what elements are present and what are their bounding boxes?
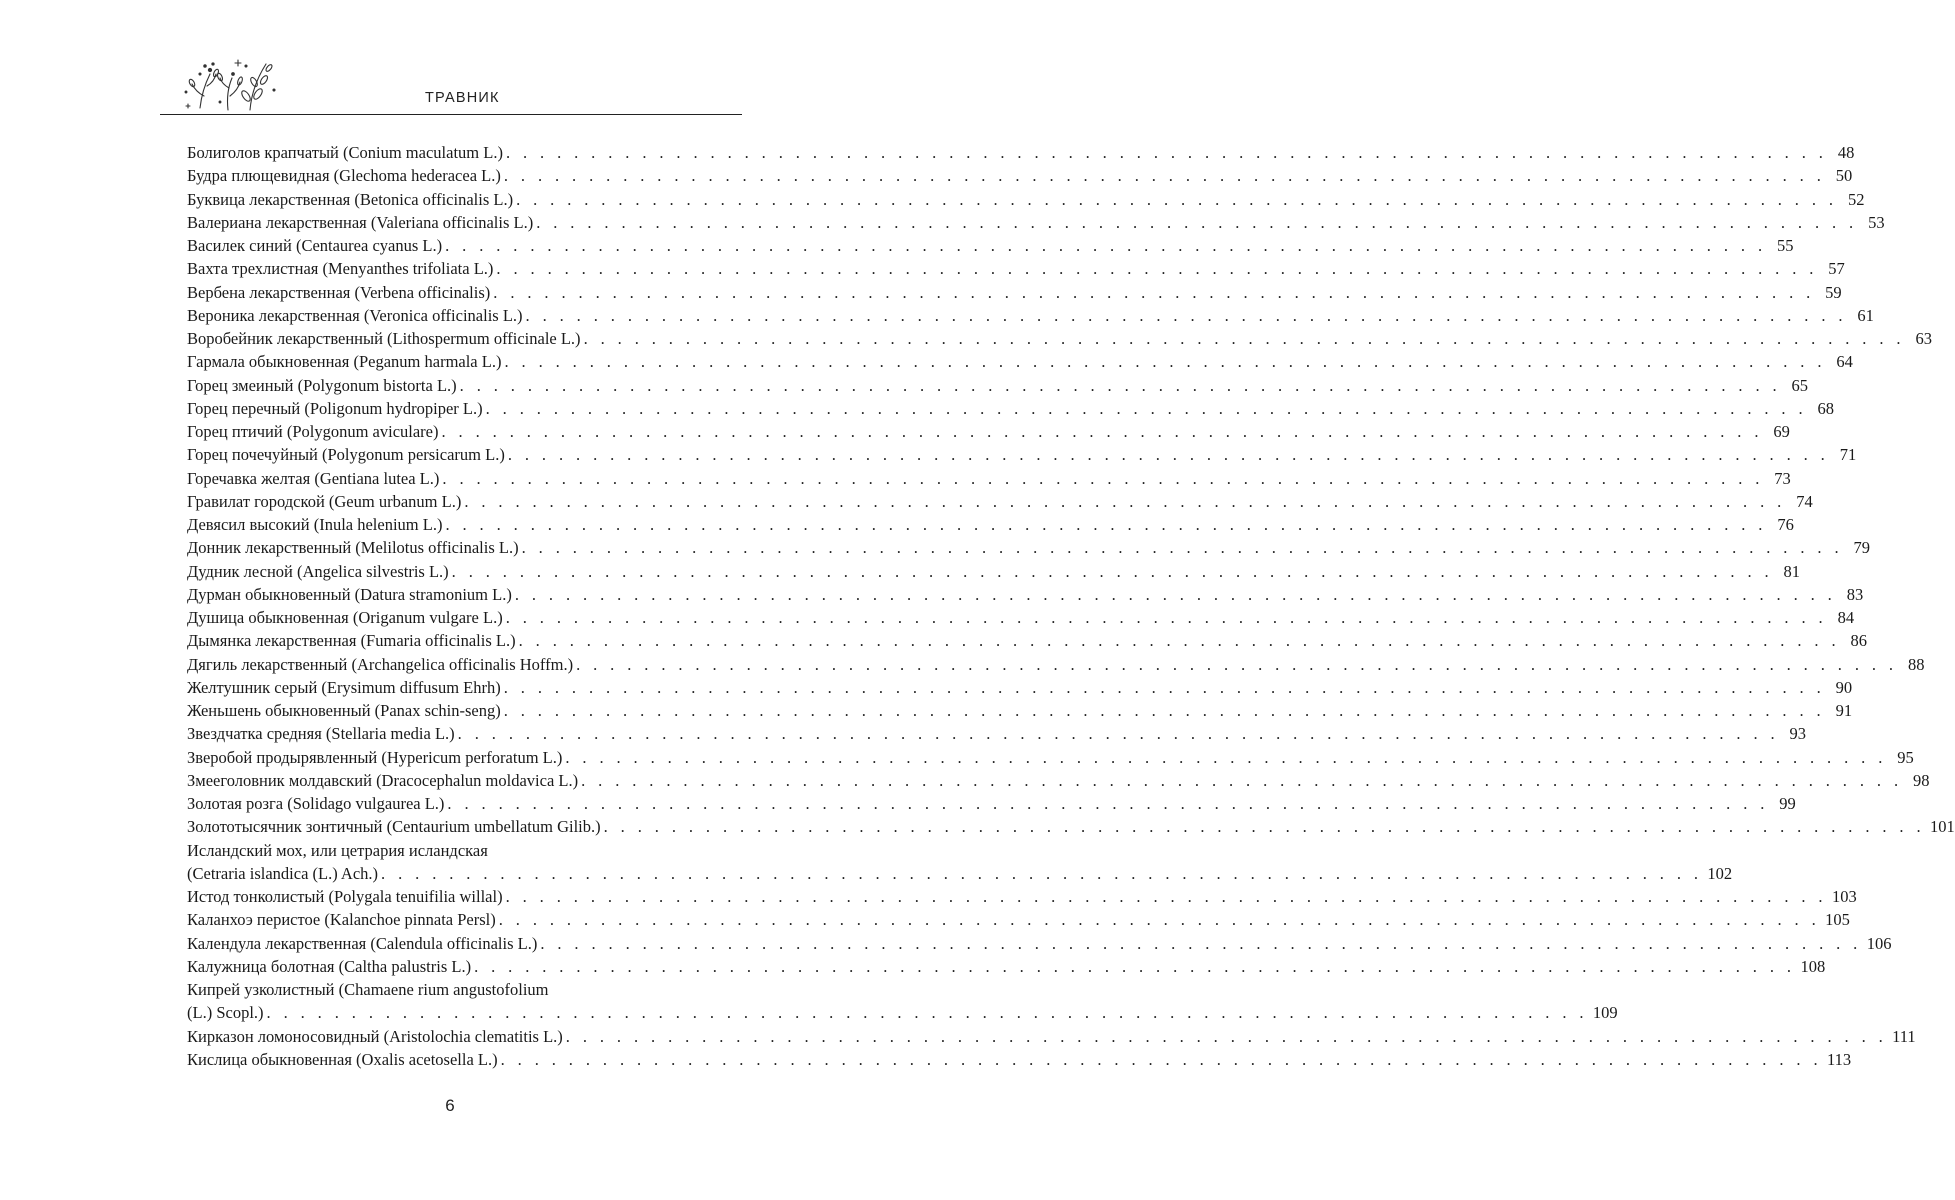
toc-page-number: 63: [1915, 329, 1932, 348]
toc-entry-title: Гравилат городской (Geum urbanum L.): [187, 491, 462, 511]
toc-page-number: 61: [1857, 305, 1874, 325]
toc-entry: [187, 141, 1855, 164]
toc-entry: [187, 257, 1845, 280]
toc-page-number: 109: [1592, 1003, 1618, 1023]
toc-entry: [187, 653, 1925, 676]
toc-page-number: 113: [1826, 1049, 1852, 1069]
toc-page-number: 57: [1828, 259, 1845, 279]
toc-entry: [187, 304, 1874, 327]
toc-entry-title: Горец перечный (Poligonum hydropiper L.): [187, 398, 483, 418]
toc-page-number: 65: [1791, 375, 1809, 395]
toc-page-number: 103: [1831, 887, 1857, 906]
page-number: 6: [445, 1096, 455, 1115]
toc-entry-title: Вахта трехлистная (Menyanthes trifoliata L.): [187, 259, 494, 279]
toc-dot-leader: . . . . . . . . . . . . . . . . . . . . . . . . . . . . . . . . . . . . . . . . . . . . . . . . . . . . . . . . . . . . . . . . . . . . . . . . . . . . . .: [507, 445, 1830, 465]
toc-page-number: 101: [1930, 817, 1955, 837]
toc-dot-leader: . . . . . . . . . . . . . . . . . . . . . . . . . . . . . . . . . . . . . . . . . . . . . . . . . . . . . . . . . . . . . . . . . . . . . . . . . . . . . .: [503, 166, 1826, 186]
toc-dot-leader: . . . . . . . . . . . . . . . . . . . . . . . . . . . . . . . . . . . . . . . . . . . . . . . . . . . . . . . . . . . . . . . . . . . . . . . . . . . . . .: [381, 863, 1703, 883]
toc-entry-title: Горец почечуйный (Polygonum persicarum L.): [187, 445, 505, 465]
toc-page-number: 86: [1850, 631, 1867, 651]
toc-entry: [187, 1025, 1916, 1048]
toc-page-number: 50: [1835, 166, 1853, 186]
toc-entry-title: Истод тонколистый (Polygala tenuifilia willal): [187, 887, 503, 906]
toc-entry-title: Женьшень обыкновенный (Panax schin-seng): [187, 701, 501, 720]
toc-dot-leader: . . . . . . . . . . . . . . . . . . . . . . . . . . . . . . . . . . . . . . . . . . . . . . . . . . . . . . . . . . . . . . . . . . . . . . . . . . . . . .: [442, 468, 1764, 488]
toc-entry-title: Горечавка желтая (Gentiana lutea L.): [187, 468, 440, 488]
toc-dot-leader: . . . . . . . . . . . . . . . . . . . . . . . . . . . . . . . . . . . . . . . . . . . . . . . . . . . . . . . . . . . . . . . . . . . . . . . . . . . . . .: [565, 747, 1887, 767]
toc-dot-leader: . . . . . . . . . . . . . . . . . . . . . . . . . . . . . . . . . . . . . . . . . . . . . . . . . . . . . . . . . . . . . . . . . . . . . . . . . . . . . .: [514, 584, 1837, 604]
toc-page-number: 55: [1776, 236, 1794, 255]
toc-entry-title: Дурман обыкновенный (Datura stramonium L.): [187, 584, 512, 604]
toc-page-number: 108: [1800, 956, 1826, 976]
toc-entry: [187, 978, 755, 1001]
toc-entry: [187, 536, 1870, 559]
toc-dot-leader: . . . . . . . . . . . . . . . . . . . . . . . . . . . . . . . . . . . . . . . . . . . . . . . . . . . . . . . . . . . . . . . . . . . . . . . . . . . . . .: [521, 538, 1843, 558]
toc-page-number: 64: [1836, 352, 1853, 372]
toc-dot-leader: . . . . . . . . . . . . . . . . . . . . . . . . . . . . . . . . . . . . . . . . . . . . . . . . . . . . . . . . . . . . . . . . . . . . . . . . . . . . . .: [503, 677, 1826, 697]
toc-entry-title: Каланхоэ перистое (Kalanchoe pinnata Persl): [187, 910, 496, 930]
toc-page-number: 105: [1825, 910, 1850, 930]
toc-entry-title: Кипрей узколистный (Chamaene rium angustofolium: [187, 980, 549, 999]
toc-entry: [187, 722, 1807, 745]
toc-entry: [187, 1001, 1618, 1024]
toc-entry: [187, 513, 1794, 536]
toc-dot-leader: . . . . . . . . . . . . . . . . . . . . . . . . . . . . . . . . . . . . . . . . . . . . . . . . . . . . . . . . . . . . . . . . . . . . . . . . . . . . . .: [447, 794, 1769, 813]
toc-dot-leader: . . . . . . . . . . . . . . . . . . . . . . . . . . . . . . . . . . . . . . . . . . . . . . . . . . . . . . . . . . . . . . . . . . . . . . . . . . . . . .: [504, 352, 1826, 372]
running-header-title: ТРАВНИК: [425, 90, 500, 106]
toc-entry: [187, 350, 1853, 373]
toc-entry: [187, 211, 1885, 234]
toc-entry-title: Зверобой продырявленный (Hypericum perforatum L.): [187, 747, 563, 767]
toc-entry: [187, 699, 1853, 722]
toc-page-number: 99: [1779, 794, 1796, 813]
toc-entry: [187, 676, 1853, 699]
toc-entry: [187, 1048, 1852, 1071]
toc-dot-leader: . . . . . . . . . . . . . . . . . . . . . . . . . . . . . . . . . . . . . . . . . . . . . . . . . . . . . . . . . . . . . . . . . . . . . . . . . . . . . .: [540, 933, 1862, 953]
toc-page-number: 111: [1892, 1026, 1916, 1046]
toc-page-number: 76: [1777, 515, 1794, 534]
toc-entry-title: Дымянка лекарственная (Fumaria officinalis L.): [187, 631, 516, 651]
toc-page-number: 102: [1707, 863, 1733, 883]
toc-page-number: 48: [1837, 143, 1855, 162]
toc-dot-leader: . . . . . . . . . . . . . . . . . . . . . . . . . . . . . . . . . . . . . . . . . . . . . . . . . . . . . . . . . . . . . . . . . . . . . . . . . . . . . .: [565, 1026, 1888, 1046]
toc-entry-title: Календула лекарственная (Calendula officinalis L.): [187, 933, 538, 953]
toc-dot-leader: . . . . . . . . . . . . . . . . . . . . . . . . . . . . . . . . . . . . . . . . . . . . . . . . . . . . . . . . . . . . . . . . . . . . . . . . . . . . . .: [503, 701, 1826, 720]
toc-page-number: 59: [1825, 282, 1842, 302]
toc-dot-leader: . . . . . . . . . . . . . . . . . . . . . . . . . . . . . . . . . . . . . . . . . . . . . . . . . . . . . . . . . . . . . . . . . . . . . . . . . . . . . .: [457, 724, 1780, 744]
toc-page-number: 68: [1817, 398, 1834, 418]
toc-dot-leader: . . . . . . . . . . . . . . . . . . . . . . . . . . . . . . . . . . . . . . . . . . . . . . . . . . . . . . . . . . . . . . . . . . . . . . . . . . . . . .: [505, 143, 1828, 162]
toc-entry: [187, 932, 1892, 955]
toc-dot-leader: . . . . . . . . . . . . . . . . . . . . . . . . . . . . . . . . . . . . . . . . . . . . . . . . . . . . . . . . . . . . . . . . . . . . . . . . . . . . . .: [583, 329, 1905, 348]
toc-page-number: 98: [1912, 770, 1930, 790]
toc-entry-title: Калужница болотная (Caltha palustris L.): [187, 956, 472, 976]
toc-entry-title: (Cetraria islandica (L.) Ach.): [187, 863, 379, 883]
toc-entry-title: Будра плющевидная (Glechoma hederacea L.): [187, 166, 501, 186]
toc-entry-title: Исландский мох, или цетрария исландская: [187, 840, 488, 860]
toc-page-number: 81: [1783, 561, 1801, 581]
toc-entry: [187, 583, 1864, 606]
toc-entry: [187, 955, 1826, 978]
toc-entry-title: Василек синий (Centaurea cyanus L.): [187, 236, 443, 255]
toc-dot-leader: . . . . . . . . . . . . . . . . . . . . . . . . . . . . . . . . . . . . . . . . . . . . . . . . . . . . . . . . . . . . . . . . . . . . . . . . . . . . . .: [536, 212, 1858, 232]
toc-page-number: 95: [1897, 747, 1914, 767]
toc-dot-leader: . . . . . . . . . . . . . . . . . . . . . . . . . . . . . . . . . . . . . . . . . . . . . . . . . . . . . . . . . . . . . . . . . . . . . . . . . . . . . .: [459, 375, 1782, 395]
toc-dot-leader: . . . . . . . . . . . . . . . . . . . . . . . . . . . . . . . . . . . . . . . . . . . . . . . . . . . . . . . . . . . . . . . . . . . . . . . . . . . . . .: [603, 817, 1925, 837]
botanical-sprigs-icon: [180, 52, 280, 114]
toc-page-number: 53: [1868, 212, 1885, 232]
toc-entry-title: Дягиль лекарственный (Archangelica officinalis Hoffm.): [187, 654, 574, 674]
toc-page-number: 73: [1774, 468, 1791, 488]
toc-entry: [187, 769, 1930, 792]
toc-entry-title: Кирказон ломоносовидный (Aristolochia clematitis L.): [187, 1026, 563, 1046]
toc-page-number: 69: [1773, 422, 1790, 441]
toc-dot-leader: . . . . . . . . . . . . . . . . . . . . . . . . . . . . . . . . . . . . . . . . . . . . . . . . . . . . . . . . . . . . . . . . . . . . . . . . . . . . . .: [500, 1049, 1822, 1069]
toc-page-number: 93: [1789, 724, 1807, 744]
toc-entry-title: Девясил высокий (Inula helenium L.): [187, 515, 443, 534]
toc-entry: [187, 327, 1932, 350]
toc-entry: [187, 374, 1809, 397]
toc-entry: [187, 281, 1842, 304]
toc-dot-leader: . . . . . . . . . . . . . . . . . . . . . . . . . . . . . . . . . . . . . . . . . . . . . . . . . . . . . . . . . . . . . . . . . . . . . . . . . . . . . .: [496, 259, 1818, 279]
toc-entry: [187, 467, 1791, 490]
toc-dot-leader: . . . . . . . . . . . . . . . . . . . . . . . . . . . . . . . . . . . . . . . . . . . . . . . . . . . . . . . . . . . . . . . . . . . . . . . . . . . . . .: [441, 422, 1763, 441]
toc-page-number: 83: [1846, 584, 1864, 604]
toc-entry-title: (L.) Scopl.): [187, 1003, 264, 1023]
toc-dot-leader: . . . . . . . . . . . . . . . . . . . . . . . . . . . . . . . . . . . . . . . . . . . . . . . . . . . . . . . . . . . . . . . . . . . . . . . . . . . . . .: [505, 608, 1828, 627]
toc-entry-title: Донник лекарственный (Melilotus officinalis L.): [187, 538, 519, 558]
toc-entry: [187, 839, 755, 862]
toc-dot-leader: . . . . . . . . . . . . . . . . . . . . . . . . . . . . . . . . . . . . . . . . . . . . . . . . . . . . . . . . . . . . . . . . . . . . . . . . . . . . . .: [518, 631, 1840, 651]
toc-entry-title: Золототысячник зонтичный (Centaurium umbellatum Gilib.): [187, 817, 601, 837]
toc-dot-leader: . . . . . . . . . . . . . . . . . . . . . . . . . . . . . . . . . . . . . . . . . . . . . . . . . . . . . . . . . . . . . . . . . . . . . . . . . . . . . .: [516, 189, 1838, 209]
toc-page-number: 91: [1835, 701, 1853, 720]
toc-page-number: 90: [1835, 677, 1853, 697]
toc-page-number: 79: [1853, 538, 1870, 558]
toc-entry: [187, 815, 1955, 838]
toc-entry: [187, 746, 1914, 769]
toc-entry-title: Гармала обыкновенная (Peganum harmala L.): [187, 352, 502, 372]
toc-entry-title: Болиголов крапчатый (Conium maculatum L.): [187, 143, 503, 162]
toc-dot-leader: . . . . . . . . . . . . . . . . . . . . . . . . . . . . . . . . . . . . . . . . . . . . . . . . . . . . . . . . . . . . . . . . . . . . . . . . . . . . . .: [498, 910, 1821, 930]
toc-dot-leader: . . . . . . . . . . . . . . . . . . . . . . . . . . . . . . . . . . . . . . . . . . . . . . . . . . . . . . . . . . . . . . . . . . . . . . . . . . . . . .: [464, 491, 1786, 511]
toc-page-number: 52: [1847, 189, 1865, 209]
toc-dot-leader: . . . . . . . . . . . . . . . . . . . . . . . . . . . . . . . . . . . . . . . . . . . . . . . . . . . . . . . . . . . . . . . . . . . . . . . . . . . . . .: [451, 561, 1774, 581]
toc-entry: [187, 234, 1794, 257]
toc-entry: [187, 862, 1733, 885]
toc-entry-title: Вербена лекарственная (Verbena officinalis): [187, 282, 491, 302]
toc-dot-leader: . . . . . . . . . . . . . . . . . . . . . . . . . . . . . . . . . . . . . . . . . . . . . . . . . . . . . . . . . . . . . . . . . . . . . . . . . . . . . .: [445, 515, 1767, 534]
toc-entry: [187, 420, 1790, 443]
toc-entry: [187, 908, 1850, 931]
toc-entry-title: Воробейник лекарственный (Lithospermum officinale L.): [187, 329, 581, 348]
toc-entry-title: Душица обыкновенная (Origanum vulgare L.): [187, 608, 503, 627]
toc-entry: [187, 443, 1857, 466]
header-rule: [160, 114, 742, 115]
toc-entry-title: Горец птичий (Polygonum aviculare): [187, 422, 439, 441]
toc-dot-leader: . . . . . . . . . . . . . . . . . . . . . . . . . . . . . . . . . . . . . . . . . . . . . . . . . . . . . . . . . . . . . . . . . . . . . . . . . . . . . .: [505, 887, 1827, 906]
toc-page-number: 88: [1907, 654, 1925, 674]
toc-dot-leader: . . . . . . . . . . . . . . . . . . . . . . . . . . . . . . . . . . . . . . . . . . . . . . . . . . . . . . . . . . . . . . . . . . . . . . . . . . . . . .: [525, 305, 1847, 325]
toc-entry-title: Золотая розга (Solidago vulgaurea L.): [187, 794, 445, 813]
toc-entry: [187, 792, 1796, 815]
toc-dot-leader: . . . . . . . . . . . . . . . . . . . . . . . . . . . . . . . . . . . . . . . . . . . . . . . . . . . . . . . . . . . . . . . . . . . . . . . . . . . . . .: [493, 282, 1815, 302]
table-of-contents: [187, 141, 1955, 1071]
toc-dot-leader: . . . . . . . . . . . . . . . . . . . . . . . . . . . . . . . . . . . . . . . . . . . . . . . . . . . . . . . . . . . . . . . . . . . . . . . . . . . . . .: [266, 1003, 1588, 1023]
toc-entry-title: Валериана лекарственная (Valeriana officinalis L.): [187, 212, 534, 232]
toc-entry-title: Буквица лекарственная (Betonica officinalis L.): [187, 189, 514, 209]
toc-entry: [187, 560, 1801, 583]
toc-page-number: 74: [1796, 491, 1813, 511]
toc-dot-leader: . . . . . . . . . . . . . . . . . . . . . . . . . . . . . . . . . . . . . . . . . . . . . . . . . . . . . . . . . . . . . . . . . . . . . . . . . . . . . .: [485, 398, 1807, 418]
toc-page-number: 106: [1866, 933, 1892, 953]
toc-entry-title: Желтушник серый (Erysimum diffusum Ehrh): [187, 677, 501, 697]
toc-entry: [187, 490, 1813, 513]
toc-entry: [187, 397, 1834, 420]
toc-page-number: 71: [1839, 445, 1857, 465]
toc-entry-title: Звездчатка средняя (Stellaria media L.): [187, 724, 455, 744]
toc-entry-title: Горец змеиный (Polygonum bistorta L.): [187, 375, 457, 395]
toc-entry: [187, 885, 1857, 908]
toc-page-number: 84: [1837, 608, 1855, 627]
toc-dot-leader: . . . . . . . . . . . . . . . . . . . . . . . . . . . . . . . . . . . . . . . . . . . . . . . . . . . . . . . . . . . . . . . . . . . . . . . . . . . . . .: [576, 654, 1898, 674]
toc-dot-leader: . . . . . . . . . . . . . . . . . . . . . . . . . . . . . . . . . . . . . . . . . . . . . . . . . . . . . . . . . . . . . . . . . . . . . . . . . . . . . .: [474, 956, 1796, 976]
toc-entry-title: Змееголовник молдавский (Dracocephalun moldavica L.): [187, 770, 579, 790]
toc-dot-leader: . . . . . . . . . . . . . . . . . . . . . . . . . . . . . . . . . . . . . . . . . . . . . . . . . . . . . . . . . . . . . . . . . . . . . . . . . . . . . .: [445, 236, 1767, 255]
toc-entry: [187, 188, 1865, 211]
toc-entry-title: Кислица обыкновенная (Oxalis acetosella L.): [187, 1049, 498, 1069]
toc-dot-leader: . . . . . . . . . . . . . . . . . . . . . . . . . . . . . . . . . . . . . . . . . . . . . . . . . . . . . . . . . . . . . . . . . . . . . . . . . . . . . .: [581, 770, 1903, 790]
toc-entry-title: Вероника лекарственная (Veronica officinalis L.): [187, 305, 523, 325]
toc-entry: [187, 164, 1853, 187]
toc-entry-title: Дудник лесной (Angelica silvestris L.): [187, 561, 449, 581]
toc-entry: [187, 629, 1867, 652]
toc-entry: [187, 606, 1855, 629]
